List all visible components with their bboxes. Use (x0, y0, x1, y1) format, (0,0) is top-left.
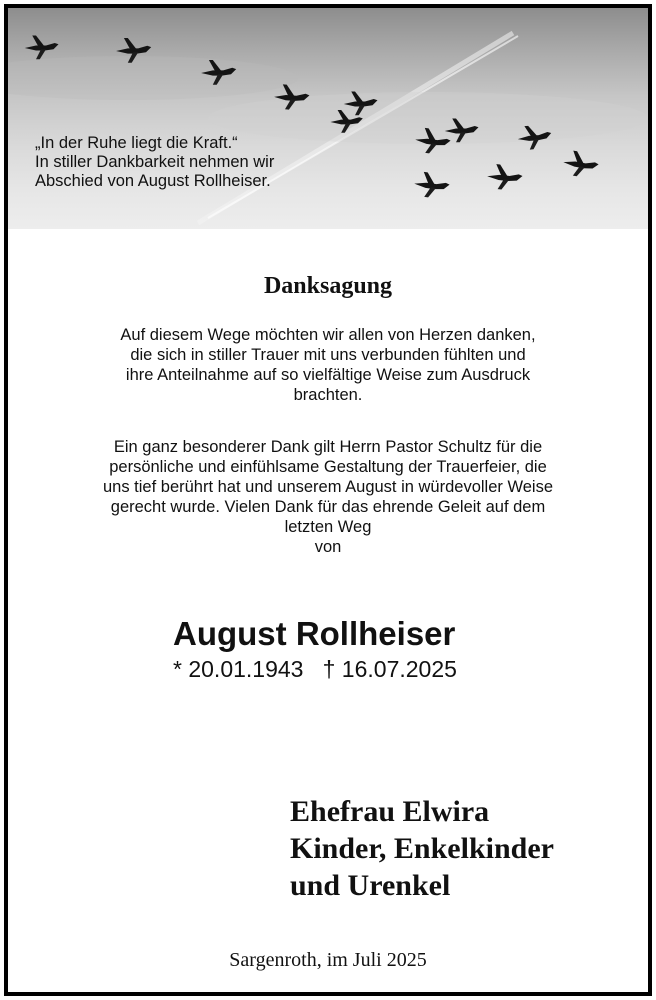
mourner-line: Kinder, Enkelkinder (290, 832, 554, 865)
geese-banner-image (8, 8, 648, 229)
life-dates: * 20.01.1943 † 16.07.2025 (173, 656, 457, 682)
obituary-notice (4, 4, 652, 996)
quote-line: Abschied von August Rollheiser. (35, 172, 271, 190)
pastor-thanks-paragraph: Ein ganz besonderer Dank gilt Herrn Pastor Schultz für die persönliche und einfühlsame Gestaltung der Trauerfeier, die uns tief berührt hat und unserem August in würdevoller Weise gerecht wurde. Vielen Dank für das ehrende Geleit auf dem letzten Weg von (102, 438, 554, 556)
mourner-line: und Urenkel (290, 869, 451, 902)
flying-geese-illustration (8, 8, 648, 229)
place-and-date: Sargenroth, im Juli 2025 (229, 949, 427, 971)
quote-line: In stiller Dankbarkeit nehmen wir (35, 153, 275, 171)
deceased-name: August Rollheiser (173, 615, 456, 652)
danksagung-heading: Danksagung (263, 273, 393, 299)
quote-line: „In der Ruhe liegt die Kraft.“ (35, 134, 238, 152)
banner-quote (35, 134, 274, 191)
thanks-paragraph: Auf diesem Wege möchten wir allen von Herzen danken, die sich in stiller Trauer mit uns verbunden fühlten und ihre Anteilnahme auf so vielfältige Weise zum Ausdruck brachten. (120, 326, 536, 404)
mourners-list (290, 793, 554, 904)
mourner-line: Ehefrau Elwira (290, 795, 490, 828)
